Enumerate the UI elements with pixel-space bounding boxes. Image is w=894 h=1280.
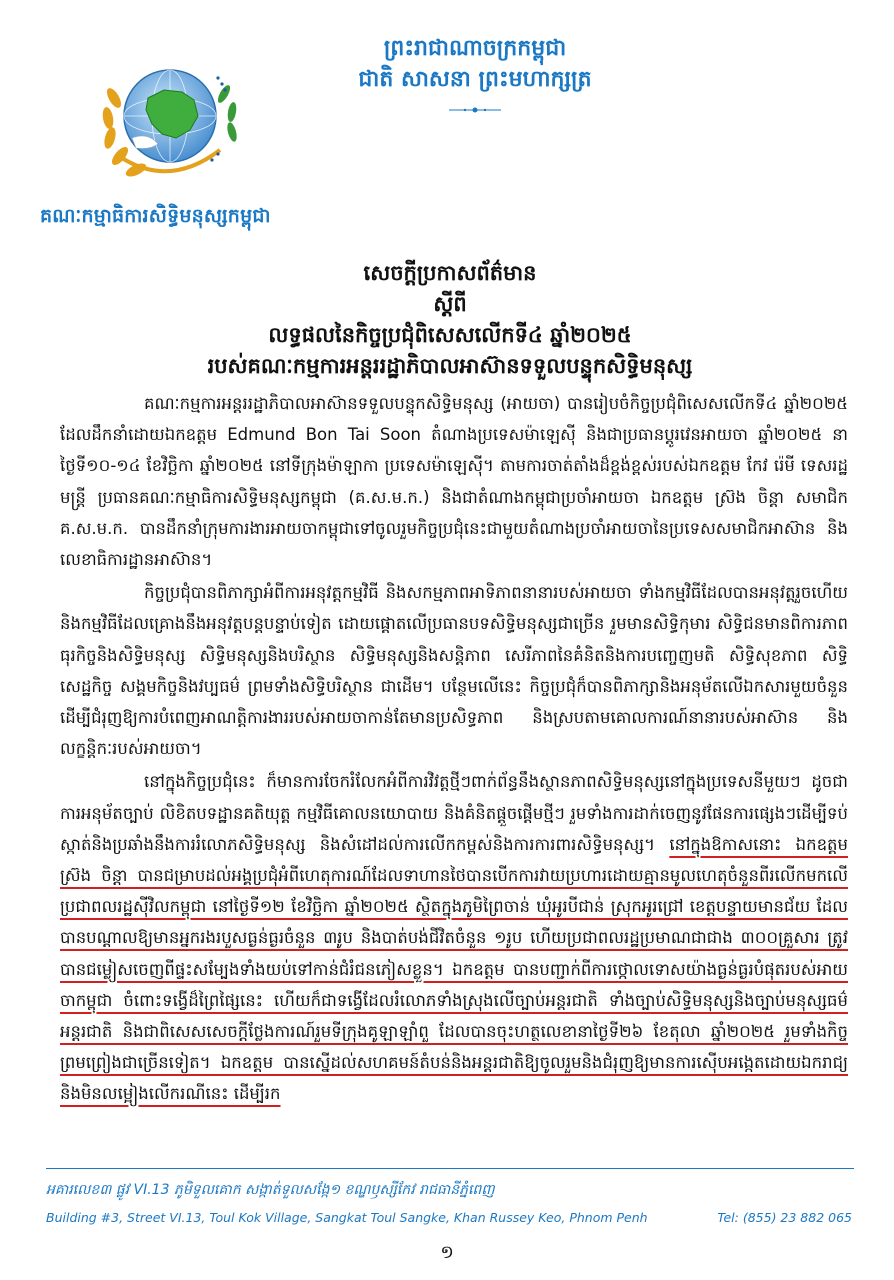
kingdom-title: ព្រះរាជាណាចក្រកម្ពុជា [383, 36, 567, 61]
paragraph-2: កិច្ចប្រជុំបានពិភាក្សាអំពីការអនុវត្តកម្មវិធី និងសកម្មភាពអាទិភាពនានារបស់អាយចា ទាំងកម្មវិធីដែលបានអនុវត្តរួចហើយ និងកម្មវិធីដែលគ្រោងនឹងអនុវត្តបន្តបន្ទាប់ទៀត ដោយផ្តោតលើប្រធានបទសិទ្ធិមនុស្សជាច្រើន រួមមានសិទ្ធិកុមារ សិទ្ធិជនមានពិការភាព ធុរកិច្ចនិងសិទ្ធិមនុស្ស សិទ្ធិមនុស្សនិងបរិស្ថាន សិទ្ធិមនុស្សនិងសន្តិភាព សេរីភាពនៃគំនិតនិងការបញ្ចេញមតិ សិទ្ធិសុខភាព សិទ្ធិសេដ្ឋកិច្ច សង្គមកិច្ចនិងវប្បធម៌ ព្រមទាំងសិទ្ធិបរិស្ថាន ជាដើម។ បន្ថែមលើនេះ កិច្ចប្រជុំក៏បានពិភាក្សានិងអនុម័តលើឯកសារមួយចំនួន ដើម្បីជំរុញឱ្យការបំពេញអាណត្តិការងាររបស់អាយចាកាន់តែមានប្រសិទ្ធភាព និងស្របតាមគោលការណ៍នានារបស់អាស៊ាន និងលក្ខន្តិកៈរបស់អាយចា។ [60, 583, 848, 759]
paragraph-3-highlighted: នៅក្នុងឱកាសនោះ ឯកឧត្តម ស្រ៊ង ចិន្តា បានជម្រាបដល់អង្គប្រជុំអំពីហេតុការណ៍ដែលទាហានថៃបានបើកការវាយប្រហារដោយគ្មានមូលហេតុចំនួនពីរលើកមកលើប្រជាពលរដ្ឋស៊ីវិលកម្ពុជា នៅថ្ងៃទី១២ ខែវិច្ឆិកា ឆ្នាំ២០២៥ ស្ថិតក្នុងភូមិព្រៃចាន់ ឃុំអូរបីជាន់ ស្រុកអូរជ្រៅ ខេត្តបន្ទាយមានជ័យ ដែលបានបណ្តាលឱ្យមានអ្នករងរបួសធ្ងន់ធ្ងរចំនួន ៣រូប និងបាត់បង់ជីវិតចំនួន ១រូប ហើយប្រជាពលរដ្ឋប្រមាណជាជាង ៣០០គ្រួសារ ត្រូវបានជម្លៀសចេញពីផ្ទះសម្បែងទាំងយប់ទៅកាន់ជំរំជនភៀសខ្លួន។ ឯកឧត្តម បានបញ្ជាក់ពីការថ្កោលទោសយ៉ាងធ្ងន់ធ្ងរបំផុតរបស់អាយចាកម្ពុជា ចំពោះទង្វើដ៏ព្រៃផ្សៃនេះ ហើយក៏ជាទង្វើដែលរំលោភទាំងស្រុងលើច្បាប់អន្តរជាតិ ទាំងច្បាប់សិទ្ធិមនុស្សនិងច្បាប់មនុស្សធម៌អន្តរជាតិ និងជាពិសេសសេចក្តីថ្លែងការណ៍រួមទីក្រុងគូឡាឡាំពួ ដែលបានចុះហត្ថលេខានាថ្ងៃទី២៦ ខែតុលា ឆ្នាំ២០២៥ រួមទាំងកិច្ចព្រមព្រៀងជាច្រើនទៀត។ ឯកឧត្តម បានស្នើដល់សហគមន៍តំបន់និងអន្តរជាតិឱ្យចូលរួមនិងជំរុញឱ្យមានការស៊ើបអង្កេតដោយឯករាជ្យនិងមិនលម្អៀងលើករណីនេះ ដើម្បីរក [60, 834, 848, 1104]
commission-logo [92, 38, 252, 198]
title-line-3: លទ្ធផលនៃកិច្ចប្រជុំពិសេសលើកទី៤ ឆ្នាំ២០២៥ [268, 323, 632, 347]
title-line-2: ស្តីពី [433, 292, 467, 316]
footer-address-khmer: អគារលេខ៣ ផ្លូវ VI.13 ភូមិទួលគោក សង្កាត់ទួលសង្កែ១ ខណ្ឌឫស្សីកែវ រាជធានីភ្នំពេញ [46, 1182, 495, 1198]
footer-address-english: Building #3, Street VI.13, Toul Kok Village, Sangkat Toul Sangke, Khan Russey Keo, Phnom Penh [46, 1210, 648, 1225]
footer-divider [46, 1168, 854, 1169]
page-number: ១ [440, 1242, 454, 1263]
title-line-1: សេចក្តីប្រកាសព័ត៌មាន [363, 261, 537, 285]
organization-name: គណៈកម្មាធិការសិទ្ធិមនុស្សកម្ពុជា [40, 205, 271, 227]
press-release-body [60, 388, 848, 1110]
paragraph-3 [60, 766, 848, 1109]
press-release-title [150, 258, 750, 382]
ornament-divider [447, 106, 503, 114]
paragraph-1: គណៈកម្មការអន្តររដ្ឋាភិបាលអាស៊ានទទួលបន្ទុកសិទ្ធិមនុស្ស (អាយចា) បានរៀបចំកិច្ចប្រជុំពិសេសលើកទី៤ ឆ្នាំ២០២៥ ដែលដឹកនាំដោយឯកឧត្តម Edmund Bon Tai Soon តំណាងប្រទេសម៉ាឡេស៊ី និងជាប្រធានប្តូរវេនអាយចា ឆ្នាំ២០២៥ នាថ្ងៃទី១០-១៤ ខែវិច្ឆិកា ឆ្នាំ២០២៥ នៅទីក្រុងម៉ាឡាកា ប្រទេសម៉ាឡេស៊ី។ តាមការចាត់តាំងដ៏ខ្ពង់ខ្ពស់របស់ឯកឧត្តម កែវ រ៉េមី ទេសរដ្ឋមន្ត្រី ប្រធានគណៈកម្មាធិការសិទ្ធិមនុស្សកម្ពុជា (គ.ស.ម.ក.) និងជាតំណាងកម្ពុជាប្រចាំអាយចា ឯកឧត្តម ស្រ៊ង ចិន្តា សមាជិក គ.ស.ម.ក. បានដឹកនាំក្រុមការងារអាយចាកម្ពុជាទៅចូលរួមកិច្ចប្រជុំនេះជាមួយតំណាងប្រចាំអាយចានៃប្រទេសសមាជិកអាស៊ាន និងលេខាធិការដ្ឋានអាស៊ាន។ [60, 394, 848, 570]
kingdom-motto: ជាតិ សាសនា ព្រះមហាក្សត្រ [358, 67, 592, 92]
kingdom-header [330, 34, 620, 118]
paragraph-3-intro: នៅក្នុងកិច្ចប្រជុំនេះ ក៏មានការចែករំលែកអំពីការវិវត្តថ្មីៗពាក់ព័ន្ធនឹងស្ថានភាពសិទ្ធិមនុស្សនៅក្នុងប្រទេសនីមួយៗ ដូចជាការអនុម័តច្បាប់ លិខិតបទដ្ឋានគតិយុត្ត កម្មវិធីគោលនយោបាយ និងគំនិតផ្តួចផ្តើមថ្មីៗ រួមទាំងការដាក់ចេញនូវផែនការផ្សេងៗដើម្បីទប់ស្កាត់និងប្រឆាំងនឹងការរំលោភសិទ្ធិមនុស្ស និងសំដៅដល់ការលើកកម្ពស់និងការការពារសិទ្ធិមនុស្ស។ [60, 772, 848, 854]
footer-telephone: Tel: (855) 23 882 065 [717, 1210, 852, 1225]
title-line-4: របស់គណៈកម្មការអន្តររដ្ឋាភិបាលអាស៊ានទទួលបន្ទុកសិទ្ធិមនុស្ស [207, 354, 693, 378]
